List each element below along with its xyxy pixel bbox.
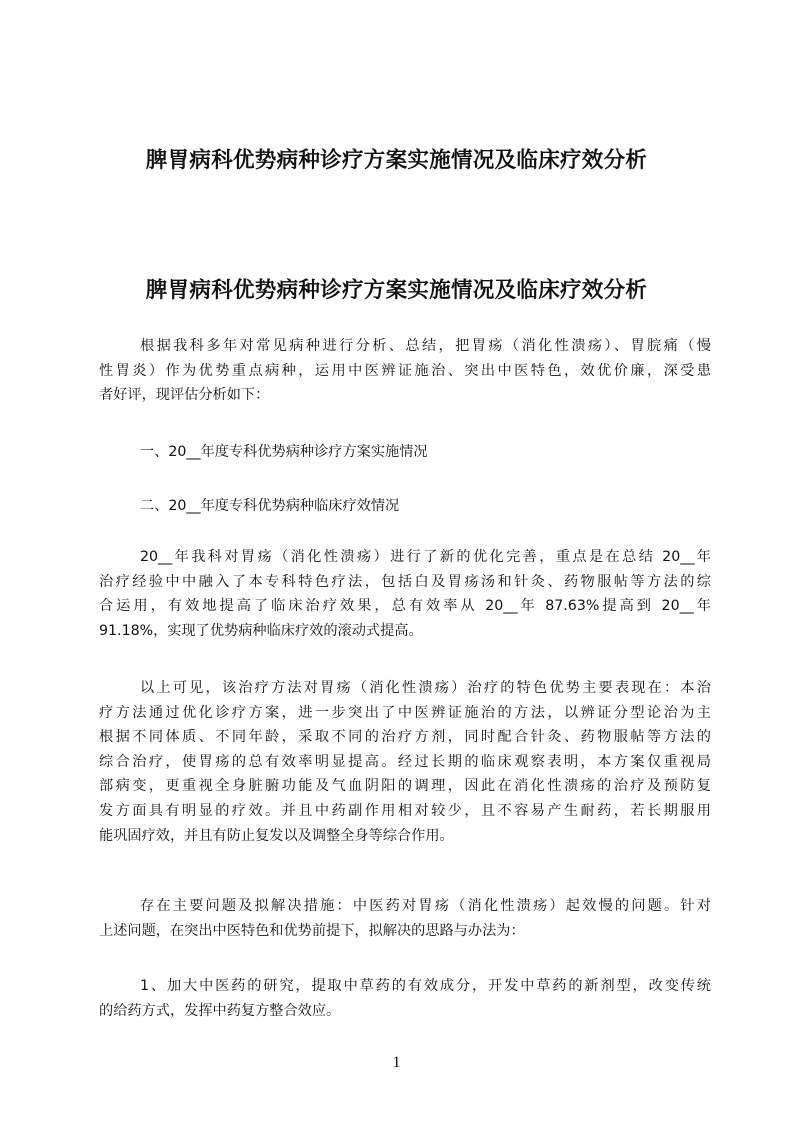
paragraph-line: 以上可见，该治疗方法对胃疡（消化性溃疡）治疗的特色优势主要表现在：本治 (140, 680, 711, 696)
paragraph-problems (99, 894, 711, 943)
paragraph-measure-1 (99, 974, 711, 1023)
paragraph-advantages (99, 676, 711, 848)
paragraph-line: 上述问题，在突出中医特色和优势前提下，拟解决的思路与办法为： (99, 922, 525, 939)
paragraph-line: 二、20__年度专科优势病种临床疗效情况 (140, 498, 400, 514)
document-title: 脾胃病科优势病种诊疗方案实施情况及临床疗效分析 (145, 278, 648, 303)
paragraph-line: 20__年我科对胃疡（消化性溃疡）进行了新的优化完善，重点是在总结 20__年 (140, 549, 711, 565)
paragraph-line: 存在主要问题及拟解决措施：中医药对胃疡（消化性溃疡）起效慢的问题。针对 (140, 898, 711, 914)
paragraph-line: 部病变，更重视全身脏腑功能及气血阴阳的调理，因此在消化性溃疡的治疗及预防复 (99, 778, 711, 795)
paragraph-line: 一、20__年度专科优势病种诊疗方案实施情况 (140, 444, 428, 460)
paragraph-efficacy (99, 545, 711, 643)
paragraph-intro (99, 334, 711, 408)
paragraph-line: 合运用，有效地提高了临床治疗效果，总有效率从 20__年 87.63%提高到 20__年 (99, 598, 711, 615)
paragraph-line: 根据不同体质、不同年龄，采取不同的治疗方剂，同时配合针灸、药物服帖等方法的 (99, 729, 711, 746)
paragraph-line: 根据我科多年对常见病种进行分析、总结，把胃疡（消化性溃疡）、胃脘痛（慢 (140, 338, 711, 354)
section-heading-1 (99, 440, 711, 465)
paragraph-line: 治疗经验中中融入了本专科特色疗法，包括白及胃疡汤和针灸、药物服帖等方法的综 (99, 573, 711, 590)
page-number: 1 (392, 1054, 401, 1071)
paragraph-line: 1、加大中医药的研究，提取中草药的有效成分，开发中草药的新剂型，改变传统 (140, 978, 711, 994)
paragraph-line: 发方面具有明显的疗效。并且中药副作用相对较少，且不容易产生耐药，若长期服用 (99, 802, 711, 819)
document-title-header: 脾胃病科优势病种诊疗方案实施情况及临床疗效分析 (145, 148, 648, 173)
paragraph-line: 者好评，现评估分析如下： (99, 387, 270, 404)
paragraph-line: 的给药方式，发挥中药复方整合效应。 (99, 1002, 341, 1019)
paragraph-line: 91.18%，实现了优势病种临床疗效的滚动式提高。 (99, 622, 423, 639)
paragraph-line: 性胃炎）作为优势重点病种，运用中医辨证施治、突出中医特色，效优价廉，深受患 (99, 362, 711, 379)
paragraph-line: 综合治疗，使胃疡的总有效率明显提高。经过长期的临床观察表明，本方案仅重视局 (99, 753, 711, 770)
section-heading-2 (99, 494, 711, 519)
paragraph-line: 疗方法通过优化诊疗方案，进一步突出了中医辨证施治的方法，以辨证分型论治为主 (99, 704, 711, 721)
paragraph-line: 能巩固疗效，并且有防止复发以及调整全身等综合作用。 (99, 827, 454, 844)
